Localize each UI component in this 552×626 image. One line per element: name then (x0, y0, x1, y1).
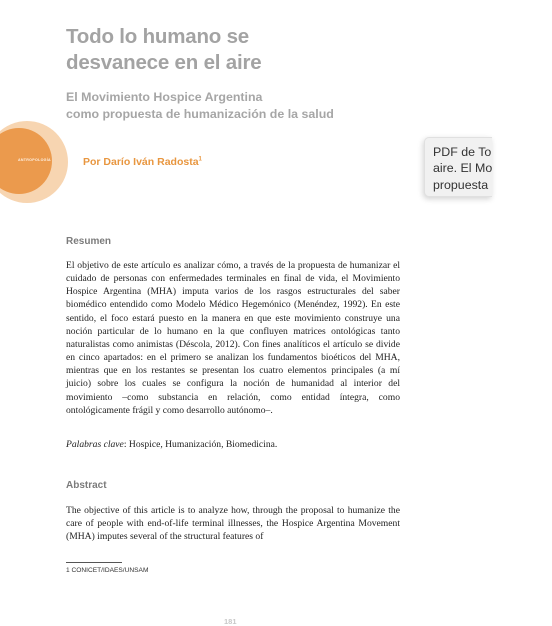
article-title (66, 24, 406, 76)
author-line (83, 156, 202, 168)
abstract-heading: Abstract (66, 480, 107, 491)
title-line-2: desvanece en el aire (66, 51, 262, 74)
tooltip-line-3: propuesta (433, 177, 489, 192)
tooltip-line-1: PDF de To (433, 145, 492, 159)
subtitle-line-2: como propuesta de humanización de la salud (66, 106, 334, 121)
keywords-list: : Hospice, Humanización, Biomedicina. (123, 439, 278, 450)
resumen-heading: Resumen (66, 236, 112, 247)
resumen-paragraph: El objetivo de este artículo es analizar cómo, a través de la propuesta de humanizar el cuidado de personas con enfermedades terminales en final de vida, el Movimiento Hospice Argentina (MHA) imputa varios de los rasgos estructurales del saber biomédico entendido como Modelo Médico Hegemónico (Menéndez, 1992). En este sentido, el foco estará puesto en la manera en que este movimiento construye una noción particular de lo humano en la que confluyen matrices ontológicas tanto naturalistas como animistas (Déscola, 2012). Con fines analíticos el artículo se divide en cinco apartados: en el primero se analizan los fundamentos bioéticos del MHA, mientras que en los restantes se presentan los cuatro elementos principales (a mí juicio) sobre los cuales se configura la noción de humanidad al interior del movimiento –como substancia en relación, como entidad íntegra, como ontológicamente frágil y como desarrollo autónomo–. (66, 260, 400, 416)
document-title-tooltip (424, 137, 492, 197)
author-name: Por Darío Iván Radosta (83, 156, 199, 168)
tooltip-line-2: aire. El Mo (433, 161, 492, 176)
keywords-line (66, 438, 400, 451)
footnote: 1 CONICET/IDAES/UNSAM (66, 567, 149, 574)
page-number: 181 (224, 617, 237, 626)
keywords-label: Palabras clave (66, 439, 124, 450)
title-line-1: Todo lo humano se (66, 25, 249, 48)
article-subtitle (66, 89, 396, 122)
subtitle-line-1: El Movimiento Hospice Argentina (66, 90, 263, 104)
author-footnote-mark: 1 (198, 156, 202, 163)
section-tag: ANTROPOLOGÍA (18, 158, 51, 162)
abstract-paragraph: The objective of this article is to analyze how, through the proposal to humanize the care of people with end-of-life terminal illnesses, the Hospice Argentina Movement (MHA) imputes several of the structural features of (66, 505, 400, 543)
footnote-divider (66, 562, 122, 563)
